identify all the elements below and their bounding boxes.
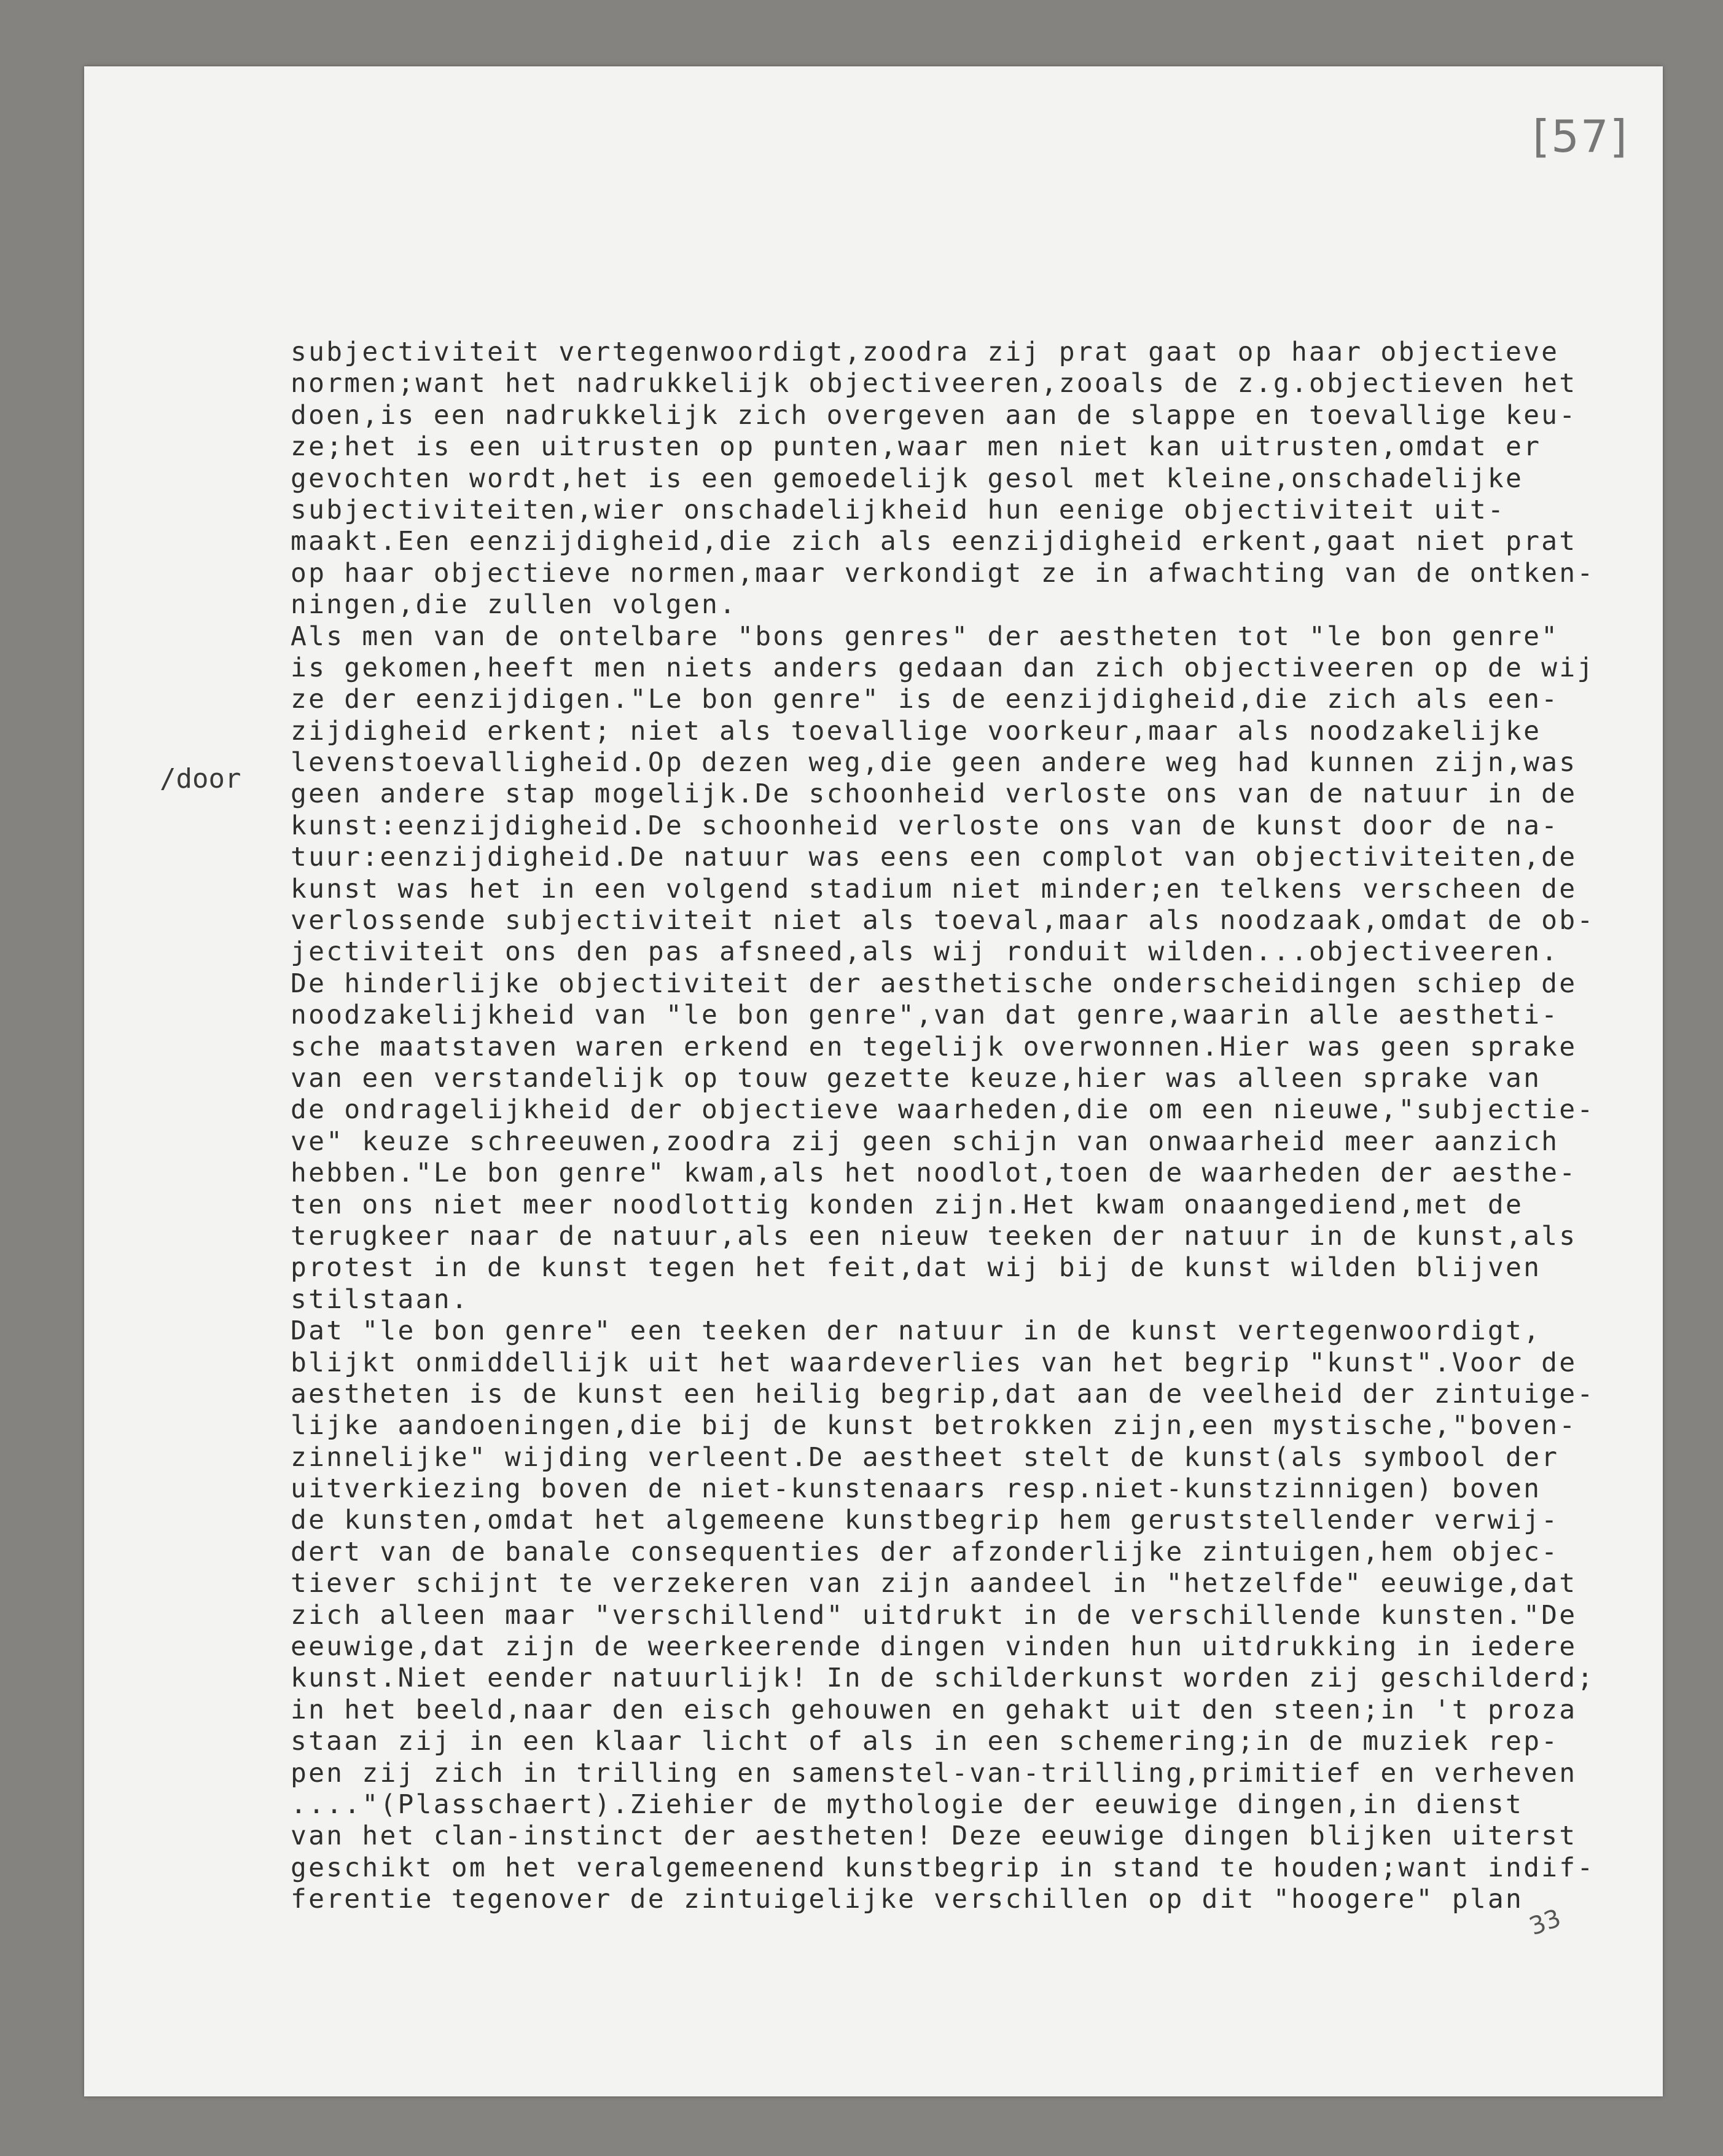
text-line: tuur:eenzijdigheid.De natuur was eens een complot van objectiviteiten,de xyxy=(291,842,1577,873)
text-line: levenstoevalligheid.Op dezen weg,die geen andere weg had kunnen zijn,was xyxy=(291,747,1577,778)
text-line: hebben."Le bon genre" kwam,als het noodlot,toen de waarheden der aesthe- xyxy=(291,1158,1577,1189)
text-line: van een verstandelijk op touw gezette keuze,hier was alleen sprake van xyxy=(291,1062,1542,1094)
text-line: jectiviteit ons den pas afsneed,als wij ronduit wilden...objectiveeren. xyxy=(291,936,1560,968)
text-line: blijkt onmiddellijk uit het waardeverlies van het begrip "kunst".Voor de xyxy=(291,1347,1577,1378)
text-line: kunst was het in een volgend stadium niet minder;en telkens verscheen de xyxy=(291,873,1577,904)
text-line: gevochten wordt,het is een gemoedelijk gesol met kleine,onschadelijke xyxy=(291,463,1524,494)
text-line: ningen,die zullen volgen. xyxy=(291,589,738,621)
text-line: aestheten is de kunst een heilig begrip,dat aan de veelheid der zintuige- xyxy=(291,1378,1595,1409)
page-number: [57] xyxy=(1533,111,1628,162)
text-line: zijdigheid erkent; niet als toevallige voorkeur,maar als noodzakelijke xyxy=(291,715,1542,747)
text-line: ferentie tegenover de zintuigelijke verschillen op dit "hoogere" plan xyxy=(291,1884,1524,1915)
typed-body-text xyxy=(291,337,1595,1916)
text-line: zinnelijke" wijding verleent.De aestheet stelt de kunst(als symbool der xyxy=(291,1441,1560,1473)
text-line: noodzakelijkheid van "le bon genre",van dat genre,waarin alle aestheti- xyxy=(291,1000,1560,1031)
text-line: normen;want het nadrukkelijk objectiveeren,zooals de z.g.objectieven het xyxy=(291,368,1577,399)
text-line: uitverkiezing boven de niet-kunstenaars resp.niet-kunstzinnigen) boven xyxy=(291,1473,1542,1505)
text-line: zich alleen maar "verschillend" uitdrukt in de verschillende kunsten."De xyxy=(291,1599,1577,1631)
text-line: sche maatstaven waren erkend en tegelijk overwonnen.Hier was geen sprake xyxy=(291,1031,1577,1062)
text-line: De hinderlijke objectiviteit der aesthetische onderscheidingen schiep de xyxy=(291,968,1577,999)
text-line: protest in de kunst tegen het feit,dat wij bij de kunst wilden blijven xyxy=(291,1252,1542,1284)
text-line: ...."(Plasschaert).Ziehier de mythologie der eeuwige dingen,in dienst xyxy=(291,1789,1524,1820)
text-line: lijke aandoeningen,die bij de kunst betrokken zijn,een mystische,"boven- xyxy=(291,1410,1577,1441)
text-line: ze der eenzijdigen."Le bon genre" is de eenzijdigheid,die zich als een- xyxy=(291,684,1560,715)
text-line: ten ons niet meer noodlottig konden zijn.Het kwam onaangediend,met de xyxy=(291,1189,1524,1220)
text-line: doen,is een nadrukkelijk zich overgeven aan de slappe en toevallige keu- xyxy=(291,399,1577,431)
text-line: ve" keuze schreeuwen,zoodra zij geen schijn van onwaarheid meer aanzich xyxy=(291,1126,1560,1157)
text-line: subjectiviteiten,wier onschadelijkheid hun eenige objectiviteit uit- xyxy=(291,494,1506,525)
text-line: de kunsten,omdat het algemeene kunstbegrip hem geruststellender verwij- xyxy=(291,1505,1560,1536)
text-line: van het clan-instinct der aestheten! Deze eeuwige dingen blijken uiterst xyxy=(291,1821,1577,1852)
text-line: verlossende subjectiviteit niet als toeval,maar als noodzaak,omdat de ob- xyxy=(291,905,1595,936)
text-line: staan zij in een klaar licht of als in een schemering;in de muziek rep- xyxy=(291,1726,1560,1757)
margin-note: /door xyxy=(160,763,241,794)
text-line: ze;het is een uitrusten op punten,waar men niet kan uitrusten,omdat er xyxy=(291,431,1542,463)
text-line: stilstaan. xyxy=(291,1284,469,1315)
text-line: eeuwige,dat zijn de weerkeerende dingen vinden hun uitdrukking in iedere xyxy=(291,1631,1577,1663)
text-line: Als men van de ontelbare "bons genres" der aestheten tot "le bon genre" xyxy=(291,621,1560,652)
text-line: geen andere stap mogelijk.De schoonheid verloste ons van de natuur in de xyxy=(291,778,1577,810)
text-line: subjectiviteit vertegenwoordigt,zoodra zij prat gaat op haar objectieve xyxy=(291,337,1560,367)
typed-page xyxy=(84,66,1663,2096)
text-line: kunst.Niet eender natuurlijk! In de schilderkunst worden zij geschilderd; xyxy=(291,1663,1595,1694)
text-line: kunst:eenzijdigheid.De schoonheid verloste ons van de kunst door de na- xyxy=(291,810,1560,841)
text-line: op haar objectieve normen,maar verkondigt ze in afwachting van de ontken- xyxy=(291,557,1595,589)
text-line: Dat "le bon genre" een teeken der natuur in de kunst vertegenwoordigt, xyxy=(291,1315,1542,1347)
text-line: geschikt om het veralgemeenend kunstbegrip in stand te houden;want indif- xyxy=(291,1852,1595,1883)
text-line: is gekomen,heeft men niets anders gedaan dan zich objectiveeren op de wij xyxy=(291,652,1595,683)
text-line: terugkeer naar de natuur,als een nieuw teeken der natuur in de kunst,als xyxy=(291,1220,1577,1252)
text-line: dert van de banale consequenties der afzonderlijke zintuigen,hem objec- xyxy=(291,1536,1560,1567)
text-line: de ondragelijkheid der objectieve waarheden,die om een nieuwe,"subjectie- xyxy=(291,1094,1595,1126)
text-line: pen zij zich in trilling en samenstel-van-trilling,primitief en verheven xyxy=(291,1757,1577,1789)
text-line: maakt.Een eenzijdigheid,die zich als eenzijdigheid erkent,gaat niet prat xyxy=(291,526,1577,557)
corner-handwritten-mark: 33 xyxy=(1525,1903,1565,1942)
text-line: in het beeld,naar den eisch gehouwen en gehakt uit den steen;in 't proza xyxy=(291,1694,1577,1725)
text-line: tiever schijnt te verzekeren van zijn aandeel in "hetzelfde" eeuwige,dat xyxy=(291,1568,1577,1599)
